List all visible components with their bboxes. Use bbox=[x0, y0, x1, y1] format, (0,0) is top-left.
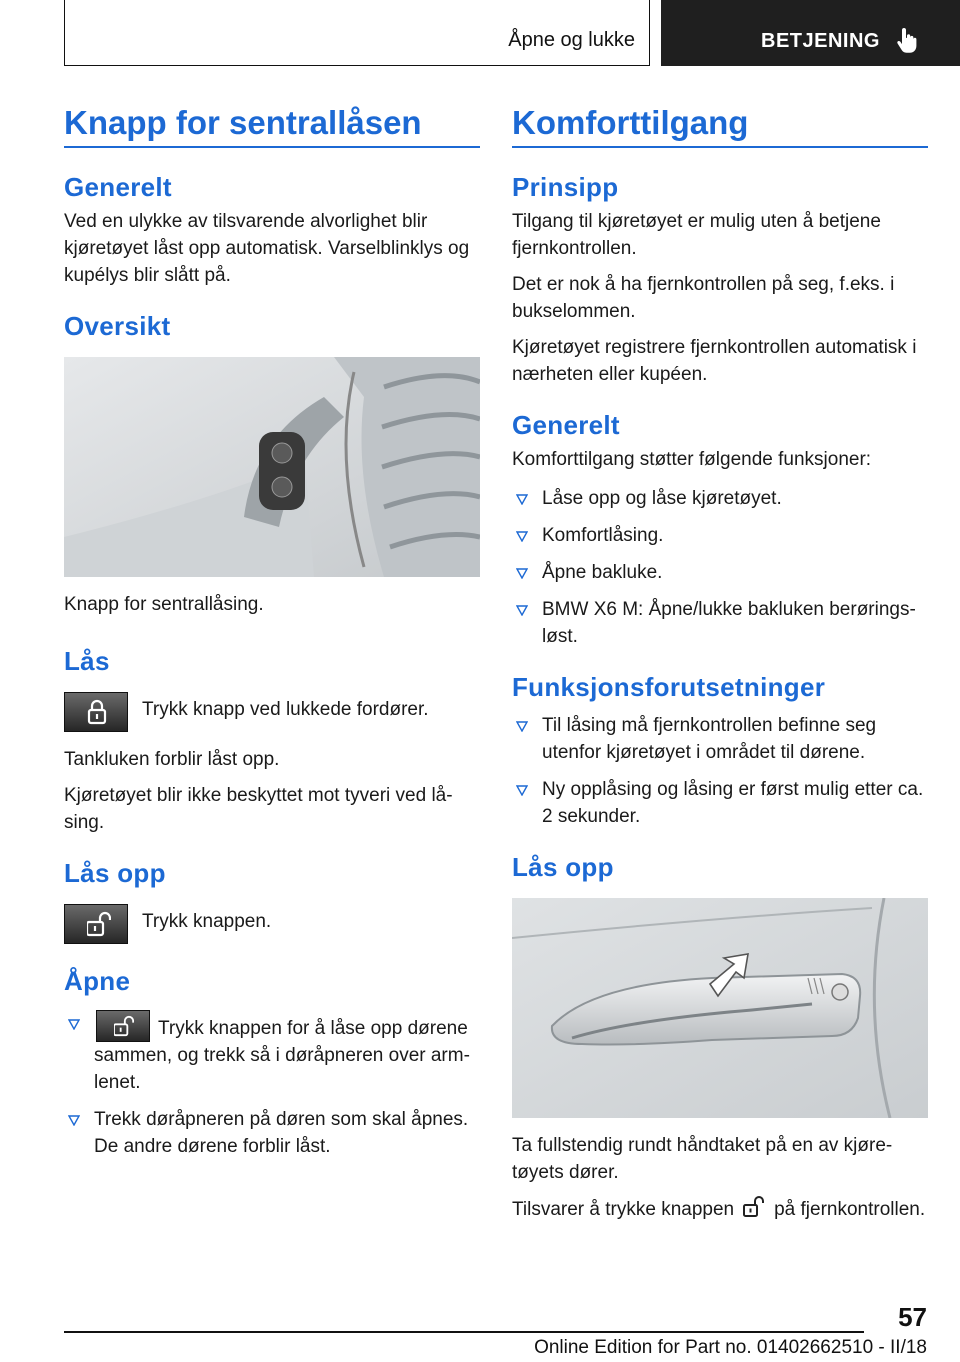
heading-aapne: Åpne bbox=[64, 965, 131, 996]
generelt-item-text: BMW X6 M: Åpne/lukke bakluken berøringsløst. bbox=[542, 598, 916, 647]
funksjon-list bbox=[512, 712, 928, 830]
heading-laas-opp-right: Lås opp bbox=[512, 851, 614, 882]
laas-opp-p2 bbox=[512, 1195, 928, 1223]
page-header bbox=[0, 0, 960, 66]
unlock-icon bbox=[114, 1014, 134, 1038]
section-laas-opp-right bbox=[512, 850, 928, 1223]
unlock-icon bbox=[87, 911, 111, 937]
triangle-bullet-icon bbox=[516, 567, 528, 579]
triangle-bullet-icon bbox=[68, 1114, 80, 1126]
right-title: Komforttilgang bbox=[512, 104, 749, 141]
right-column bbox=[512, 100, 928, 1232]
prinsipp-p3: Kjøretøyet registrere fjernkontrollen automatisk i nærheten eller kupéen. bbox=[512, 336, 917, 385]
footer-edition[interactable]: Online Edition for Part no. 01402662510 - II/18 bbox=[534, 1337, 927, 1358]
aapne-item1-text: Trykk knappen for å låse opp dørene sammen, og trekk så i døråpneren over armlenet. bbox=[94, 1017, 470, 1093]
section-aapne bbox=[64, 964, 480, 1160]
generelt-item-text: Låse opp og låse kjøretøyet. bbox=[542, 487, 782, 509]
aapne-item2-text: Trekk døråpneren på døren som skal åpnes. De andre dørene forblir låst. bbox=[94, 1108, 469, 1157]
triangle-bullet-icon bbox=[516, 493, 528, 505]
left-title: Knapp for sentrallåsen bbox=[64, 104, 422, 141]
door-panel-illustration bbox=[64, 357, 480, 577]
generelt-list bbox=[512, 485, 928, 650]
section-funksjon bbox=[512, 670, 928, 830]
title-rule bbox=[512, 146, 928, 148]
heading-oversikt: Oversikt bbox=[64, 310, 171, 341]
laas-opp-p2-after: på fjernkontrollen. bbox=[774, 1198, 926, 1220]
triangle-bullet-icon bbox=[516, 720, 528, 732]
header-breadcrumb-box bbox=[64, 0, 650, 66]
oversikt-caption: Knapp for sentrallåsing. bbox=[64, 593, 264, 615]
unlock-button-image bbox=[96, 1010, 150, 1042]
unlock-button-row bbox=[64, 904, 480, 944]
list-item bbox=[64, 1106, 480, 1160]
list-item bbox=[512, 776, 928, 830]
lock-button-image bbox=[64, 692, 128, 732]
lock-icon bbox=[87, 699, 107, 725]
triangle-bullet-icon bbox=[516, 784, 528, 796]
heading-funksjon: Funksjonsforutsetninger bbox=[512, 671, 826, 702]
door-handle-photo bbox=[512, 898, 928, 1118]
list-item bbox=[512, 559, 928, 586]
aapne-list bbox=[64, 1010, 480, 1160]
laas-opp-p1: Ta fullstendig rundt håndtaket på en av kjøretøyets dører. bbox=[512, 1134, 893, 1183]
generelt-item-text: Komfortlåsing. bbox=[542, 524, 664, 546]
list-item bbox=[64, 1010, 480, 1096]
section-laas bbox=[64, 644, 480, 836]
section-laas-opp bbox=[64, 856, 480, 944]
lock-button-row bbox=[64, 692, 480, 732]
title-rule bbox=[64, 146, 480, 148]
list-item bbox=[512, 712, 928, 766]
prinsipp-p2: Det er nok å ha fjernkontrollen på seg, f.eks. i bukselommen. bbox=[512, 273, 895, 322]
section-generelt bbox=[64, 170, 480, 289]
footer-rule bbox=[64, 1331, 864, 1333]
laas-opp-p2-before: Tilsvarer å trykke knappen bbox=[512, 1198, 735, 1220]
laas-p2: Kjøretøyet blir ikke beskyttet mot tyveri ved låsing. bbox=[64, 784, 453, 833]
triangle-bullet-icon bbox=[516, 530, 528, 542]
section-prinsipp bbox=[512, 170, 928, 388]
funksjon-item-text: Ny opplåsing og låsing er først mulig etter ca. 2 sekunder. bbox=[542, 778, 924, 827]
section-oversikt bbox=[64, 309, 480, 618]
heading-prinsipp: Prinsipp bbox=[512, 171, 619, 202]
funksjon-item-text: Til låsing må fjernkontrollen befinne seg utenfor kjøretøyet i området til dørene. bbox=[542, 714, 877, 763]
lock-button-text: Trykk knapp ved lukkede fordører. bbox=[142, 698, 429, 720]
generelt-item-text: Åpne bakluke. bbox=[542, 561, 663, 583]
heading-generelt-right: Generelt bbox=[512, 409, 620, 440]
door-lock-photo bbox=[64, 357, 480, 577]
unlock-button-text: Trykk knappen. bbox=[142, 910, 272, 932]
door-handle-illustration bbox=[512, 898, 928, 1118]
triangle-bullet-icon bbox=[516, 604, 528, 616]
breadcrumb[interactable]: Åpne og lukke bbox=[508, 29, 635, 51]
heading-laas-opp: Lås opp bbox=[64, 857, 166, 888]
hand-pointer-icon bbox=[895, 26, 919, 54]
left-column bbox=[64, 100, 480, 1180]
list-item bbox=[512, 522, 928, 549]
unlock-button-image bbox=[64, 904, 128, 944]
page-number: 57 bbox=[898, 1302, 927, 1332]
section-title[interactable]: BETJENING bbox=[761, 30, 880, 52]
heading-laas: Lås bbox=[64, 645, 110, 676]
list-item bbox=[512, 596, 928, 650]
unlock-icon bbox=[742, 1195, 766, 1219]
header-section-box bbox=[661, 0, 960, 66]
triangle-bullet-icon bbox=[68, 1018, 80, 1030]
heading-generelt: Generelt bbox=[64, 171, 172, 202]
generelt-text: Ved en ulykke av tilsvarende alvorlighet blir kjøretøyet låst opp automatisk. Varselblinklys og kupélys blir slått på. bbox=[64, 210, 470, 286]
laas-p1: Tankluken forblir låst opp. bbox=[64, 748, 280, 770]
generelt-intro: Komforttilgang støtter følgende funksjoner: bbox=[512, 448, 872, 470]
list-item bbox=[512, 485, 928, 512]
section-generelt-right bbox=[512, 408, 928, 650]
prinsipp-p1: Tilgang til kjøretøyet er mulig uten å betjene fjernkontrollen. bbox=[512, 210, 881, 259]
